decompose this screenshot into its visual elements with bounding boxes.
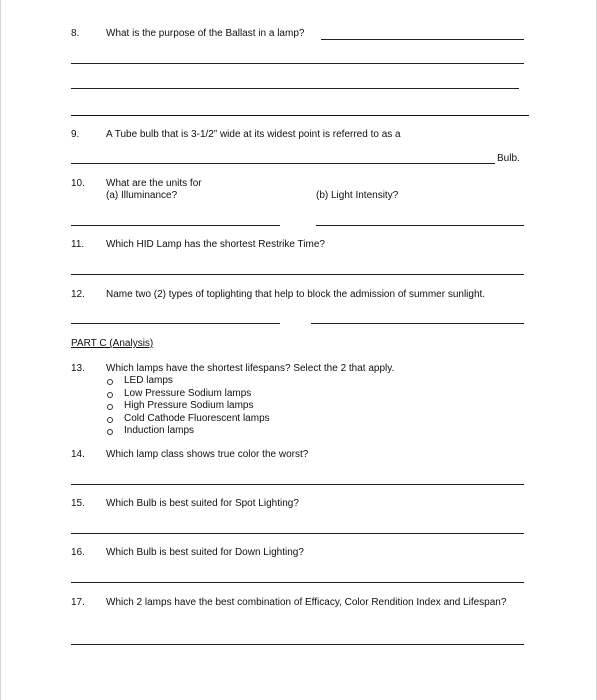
q12-answer-line-1[interactable] — [71, 323, 280, 324]
bullet-icon — [107, 417, 113, 423]
q14-answer-line[interactable] — [71, 484, 524, 485]
q12-text: Name two (2) types of toplighting that help to block the admission of summer sunlight. — [106, 289, 486, 300]
q9-number: 9. — [71, 129, 80, 140]
q13-option: Low Pressure Sodium lamps — [124, 388, 252, 399]
q13-option: LED lamps — [124, 375, 173, 386]
q14-number: 14. — [71, 449, 85, 460]
q11-answer-line[interactable] — [71, 274, 524, 275]
q15-answer-line[interactable] — [71, 533, 524, 534]
bullet-icon — [107, 404, 113, 410]
q13-option: High Pressure Sodium lamps — [124, 400, 254, 411]
q17-text: Which 2 lamps have the best combination of Efficacy, Color Rendition Index and Lifespan? — [106, 597, 507, 608]
q10a-answer-line[interactable] — [71, 225, 280, 226]
q10-number: 10. — [71, 178, 85, 189]
bullet-icon — [107, 392, 113, 398]
q8-answer-line-3[interactable] — [71, 88, 519, 89]
q9-suffix: Bulb. — [497, 153, 520, 164]
section-divider — [71, 115, 529, 116]
q8-number: 8. — [71, 28, 80, 39]
q17-number: 17. — [71, 597, 85, 608]
q8-answer-line[interactable] — [321, 39, 524, 40]
q15-number: 15. — [71, 498, 85, 509]
q10-part-b: (b) Light Intensity? — [316, 190, 399, 201]
q13-option: Induction lamps — [124, 425, 195, 436]
q9-answer-line[interactable] — [71, 163, 495, 164]
q13-option: Cold Cathode Fluorescent lamps — [124, 413, 270, 424]
q17-answer-line[interactable] — [71, 644, 524, 645]
q10-text: What are the units for — [106, 178, 202, 189]
part-c-heading: PART C (Analysis) — [71, 338, 154, 349]
q16-text: Which Bulb is best suited for Down Lighting? — [106, 547, 304, 558]
bullet-icon — [107, 379, 113, 385]
q13-text: Which lamps have the shortest lifespans? Select the 2 that apply. — [106, 363, 395, 374]
q9-text: A Tube bulb that is 3-1/2” wide at its widest point is referred to as a — [106, 129, 401, 140]
q11-number: 11. — [71, 239, 85, 250]
q11-text: Which HID Lamp has the shortest Restrike Time? — [106, 239, 325, 250]
q8-text: What is the purpose of the Ballast in a lamp? — [106, 28, 305, 39]
bullet-icon — [107, 429, 113, 435]
q15-text: Which Bulb is best suited for Spot Lighting? — [106, 498, 299, 509]
q16-number: 16. — [71, 547, 85, 558]
q8-answer-line-2[interactable] — [71, 63, 524, 64]
q12-number: 12. — [71, 289, 85, 300]
q10b-answer-line[interactable] — [316, 225, 524, 226]
q13-number: 13. — [71, 363, 85, 374]
q10-part-a: (a) Illuminance? — [106, 190, 178, 201]
q14-text: Which lamp class shows true color the worst? — [106, 449, 309, 460]
q16-answer-line[interactable] — [71, 582, 524, 583]
q12-answer-line-2[interactable] — [311, 323, 524, 324]
